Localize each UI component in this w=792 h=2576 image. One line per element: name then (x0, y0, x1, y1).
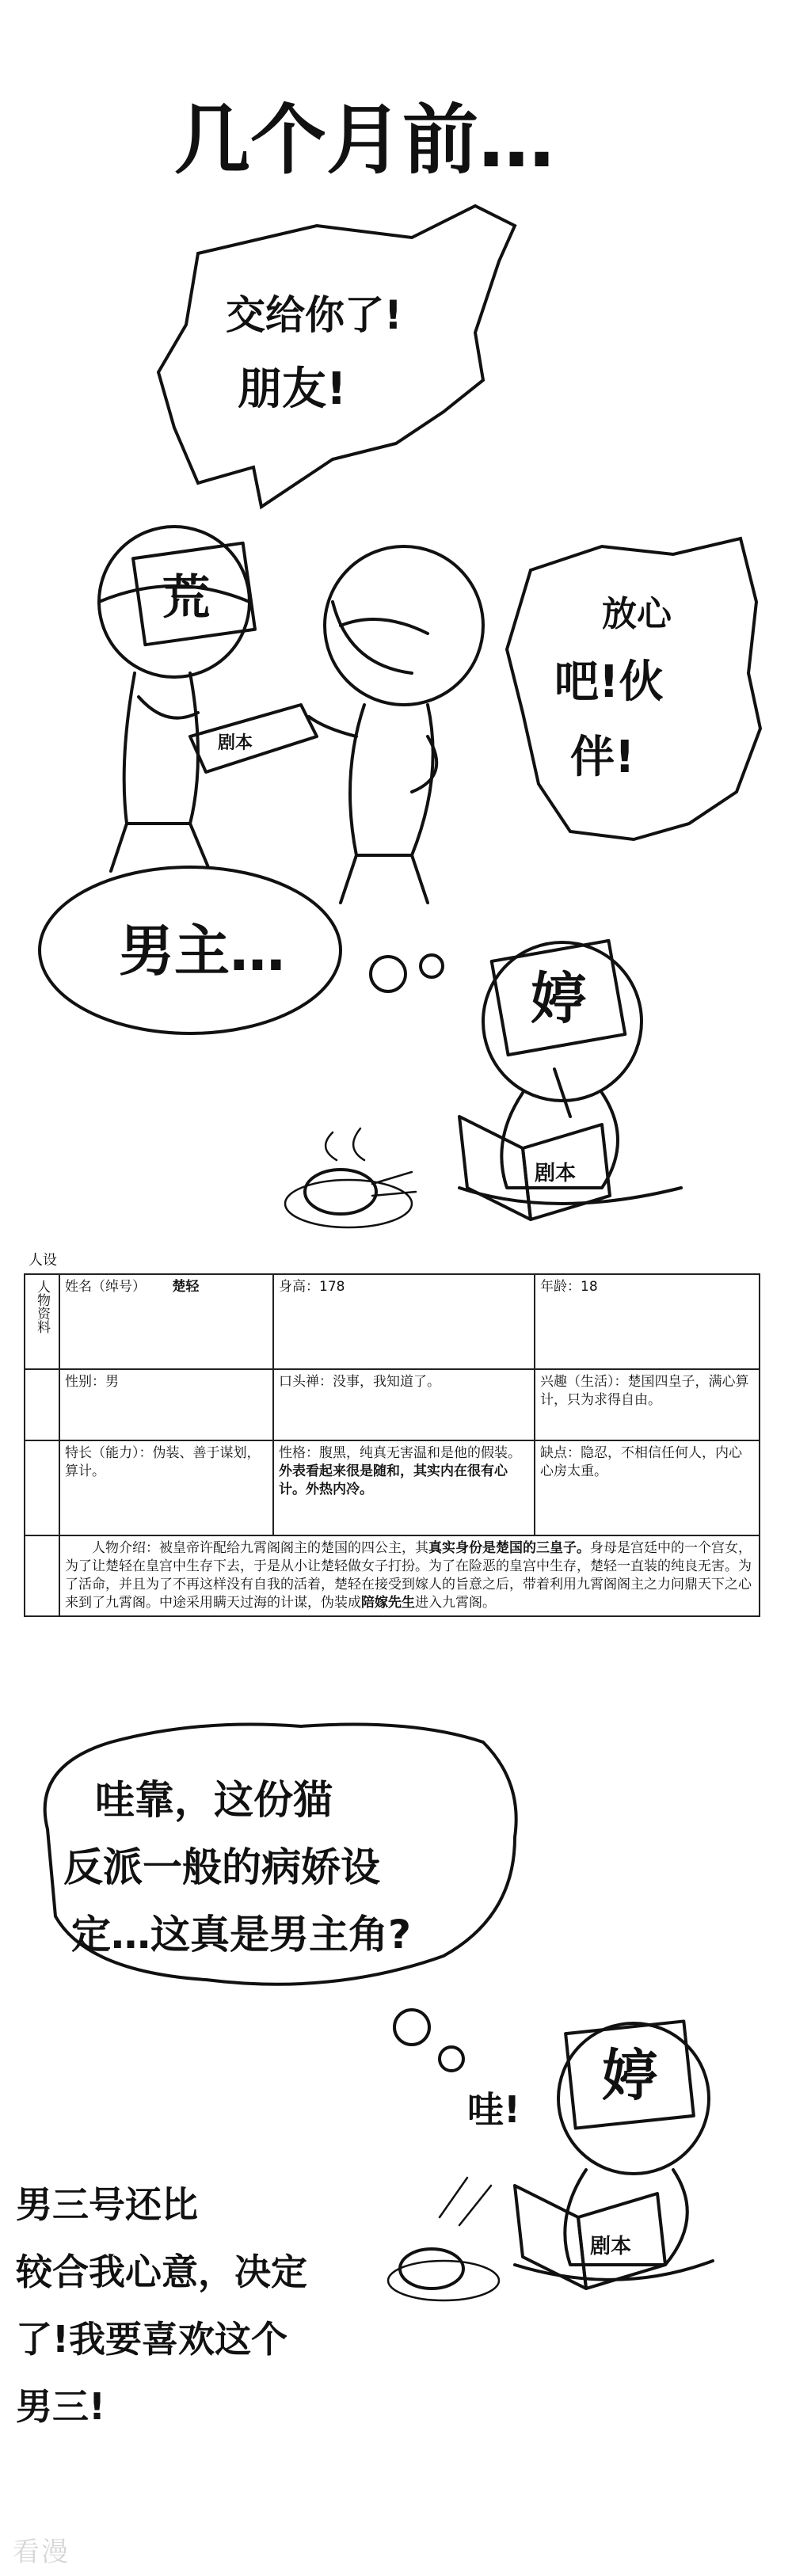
complaint-line1: 哇靠，这份猫 (95, 1777, 333, 1823)
thought-dot-b (440, 2047, 463, 2071)
speech-right-line3: 伴! (570, 732, 635, 783)
profile-table (24, 1273, 760, 1617)
book-label-reader-2: 剧本 (590, 2235, 632, 2258)
profile-name-cell: 姓名（绰号） 楚轻 (59, 1274, 273, 1369)
profile-row-gender (25, 1369, 760, 1440)
head-label-reader-2: 婷 (602, 2043, 657, 2108)
decision-line2: 较合我心意，决定 (16, 2251, 307, 2293)
speech-bubble-left (158, 206, 515, 507)
profile-interest: 兴趣（生活）：楚国四皇子，满心算计，只为求得自由。 (535, 1369, 760, 1440)
profile-catchphrase: 口头禅：没事，我知道了。 (273, 1369, 535, 1440)
book-label-reader: 剧本 (535, 1162, 577, 1185)
thought-dot-small (421, 955, 443, 977)
profile-side-label: 人物资料 (25, 1274, 59, 1369)
speech-left-line2: 朋友! (238, 363, 347, 415)
exclaim-wow: 哇! (467, 2088, 520, 2131)
book-label-exchange: 剧本 (218, 733, 253, 753)
decision-line4: 男三! (16, 2385, 105, 2428)
profile-height: 身高：178 (273, 1274, 535, 1369)
script-book-exchange (190, 705, 317, 772)
profile-age: 年龄：18 (535, 1274, 760, 1369)
complaint-line2: 反派一般的病娇设 (63, 1844, 380, 1890)
thought-dot-large (371, 957, 406, 991)
script-book-reader-2 (515, 2186, 665, 2289)
character-right (309, 546, 483, 903)
thought-male-lead: 男主… (119, 919, 285, 984)
profile-flaw: 缺点：隐忍，不相信任何人，内心心房太重。 (535, 1440, 760, 1535)
profile-row-talent (25, 1440, 760, 1535)
profile-gender: 性别：男 (59, 1369, 273, 1440)
profile-talent: 特长（能力）：伪装、善于谋划，算计。 (59, 1440, 273, 1535)
speech-left-line1: 交给你了! (226, 292, 402, 338)
profile-row-intro (25, 1535, 760, 1616)
profile-intro: 人物介绍：被皇帝许配给九霄阁阁主的楚国的四公主，其真实身份是楚国的三皇子。身母是宫廷中的一个宫女，为了让楚轻在皇宫中生存下去，于是从小让楚轻做女子打扮。为了在险恶的皇宫中生存，楚轻一直装的纯良无害。为了活命，并且为了不再这样没有自我的活着，楚轻在接受到嫁人的旨意之后，带着利用九霄阁阁主之力问鼎天下之心来到了九霄阁。中途采用瞒天过海的计谋，伪装成陪嫁先生进入九霄阁。 (59, 1535, 760, 1616)
head-label-left: 荒 (162, 570, 210, 626)
profile-title: 人设 (29, 1252, 57, 1269)
roast-chicken-plate-2 (388, 2178, 499, 2300)
profile-name-value: 楚轻 (172, 1279, 200, 1296)
thought-dot-a (394, 2010, 429, 2045)
roast-chicken-plate (285, 1128, 416, 1227)
complaint-line3: 定…这真是男主角? (71, 1912, 412, 1958)
speech-right-line1: 放心 (602, 594, 672, 634)
decision-line3: 了!我要喜欢这个 (16, 2318, 287, 2361)
character-profile (24, 1251, 760, 1617)
watermark: 看漫 (13, 2536, 70, 2568)
decision-line1: 男三号还比 (16, 2183, 198, 2226)
profile-row-name (25, 1274, 760, 1369)
speech-right-line2: 吧!伙 (554, 656, 664, 708)
profile-personality: 性格：腹黑，纯真无害温和是他的假装。外表看起来很是随和，其实内在很有心计。外热内冷。 (273, 1440, 535, 1535)
character-left (99, 527, 255, 871)
caption-months-ago: 几个月前… (174, 96, 554, 185)
head-label-reader: 婷 (531, 966, 586, 1031)
